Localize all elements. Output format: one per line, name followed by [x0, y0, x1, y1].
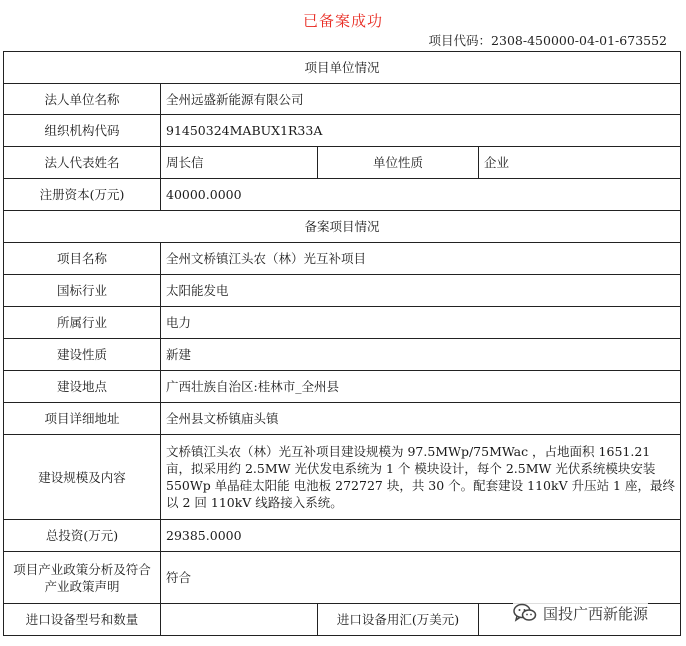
table-row — [4, 147, 681, 179]
section-title-project: 备案项目情况 — [4, 211, 681, 243]
import-equipment-value — [161, 604, 318, 636]
field-label: 建设性质 — [4, 339, 161, 371]
field-label: 项目详细地址 — [4, 403, 161, 435]
field-label: 进口设备型号和数量 — [4, 604, 161, 636]
table-row — [4, 435, 681, 520]
section-header-row — [4, 211, 681, 243]
field-label: 建设规模及内容 — [4, 435, 161, 520]
policy-compliance: 符合 — [161, 552, 681, 604]
field-label: 总投资(万元) — [4, 520, 161, 552]
wechat-watermark — [513, 600, 648, 626]
field-label: 国标行业 — [4, 275, 161, 307]
legal-representative: 周长信 — [161, 147, 318, 179]
org-code: 91450324MABUX1R33A — [161, 115, 681, 147]
project-name: 全州文桥镇江头农（林）光互补项目 — [161, 243, 681, 275]
section-header-row — [4, 52, 681, 84]
table-row — [4, 275, 681, 307]
watermark-text: 国投广西新能源 — [543, 604, 649, 623]
field-label: 法人单位名称 — [4, 84, 161, 115]
field-label: 建设地点 — [4, 371, 161, 403]
filing-form-table — [3, 51, 681, 636]
construction-location: 广西壮族自治区:桂林市_全州县 — [161, 371, 681, 403]
legal-entity-name: 全州远盛新能源有限公司 — [161, 84, 681, 115]
table-row — [4, 520, 681, 552]
section-title-unit: 项目单位情况 — [4, 52, 681, 84]
unit-nature: 企业 — [479, 147, 681, 179]
national-industry: 太阳能发电 — [161, 275, 681, 307]
field-label: 注册资本(万元) — [4, 179, 161, 211]
table-row — [4, 339, 681, 371]
project-code: 项目代码：2308-450000-04-01-673552 — [428, 33, 667, 48]
table-row — [4, 243, 681, 275]
field-label: 法人代表姓名 — [4, 147, 161, 179]
table-row — [4, 115, 681, 147]
table-row — [4, 179, 681, 211]
field-label: 项目名称 — [4, 243, 161, 275]
construction-scale: 文桥镇江头农（林）光互补项目建设规模为 97.5MWp/75MWac ，占地面积 1651.21 亩，拟采用约 2.5MW 光伏发电系统为 1 个 模块设计，每个 2.5MW 光伏系统模块安装 550Wp 单晶硅太阳能 电池板 272727 块，共 30 个。配套建设 110kV 升压站 1 座，最终 以 2 回 110kV 线路接入系统。 — [161, 435, 681, 520]
total-investment: 29385.0000 — [161, 520, 681, 552]
field-label: 进口设备用汇(万美元) — [318, 604, 479, 636]
table-row — [4, 552, 681, 604]
field-label: 单位性质 — [318, 147, 479, 179]
registered-capital: 40000.0000 — [161, 179, 681, 211]
field-label: 组织机构代码 — [4, 115, 161, 147]
table-row — [4, 371, 681, 403]
filing-status: 已备案成功 — [302, 12, 383, 30]
table-row — [4, 307, 681, 339]
table-row — [4, 84, 681, 115]
industry: 电力 — [161, 307, 681, 339]
project-address: 全州县文桥镇庙头镇 — [161, 403, 681, 435]
construction-nature: 新建 — [161, 339, 681, 371]
wechat-icon — [513, 603, 537, 623]
table-row — [4, 403, 681, 435]
field-label: 项目产业政策分析及符合产业政策声明 — [4, 552, 161, 604]
field-label: 所属行业 — [4, 307, 161, 339]
